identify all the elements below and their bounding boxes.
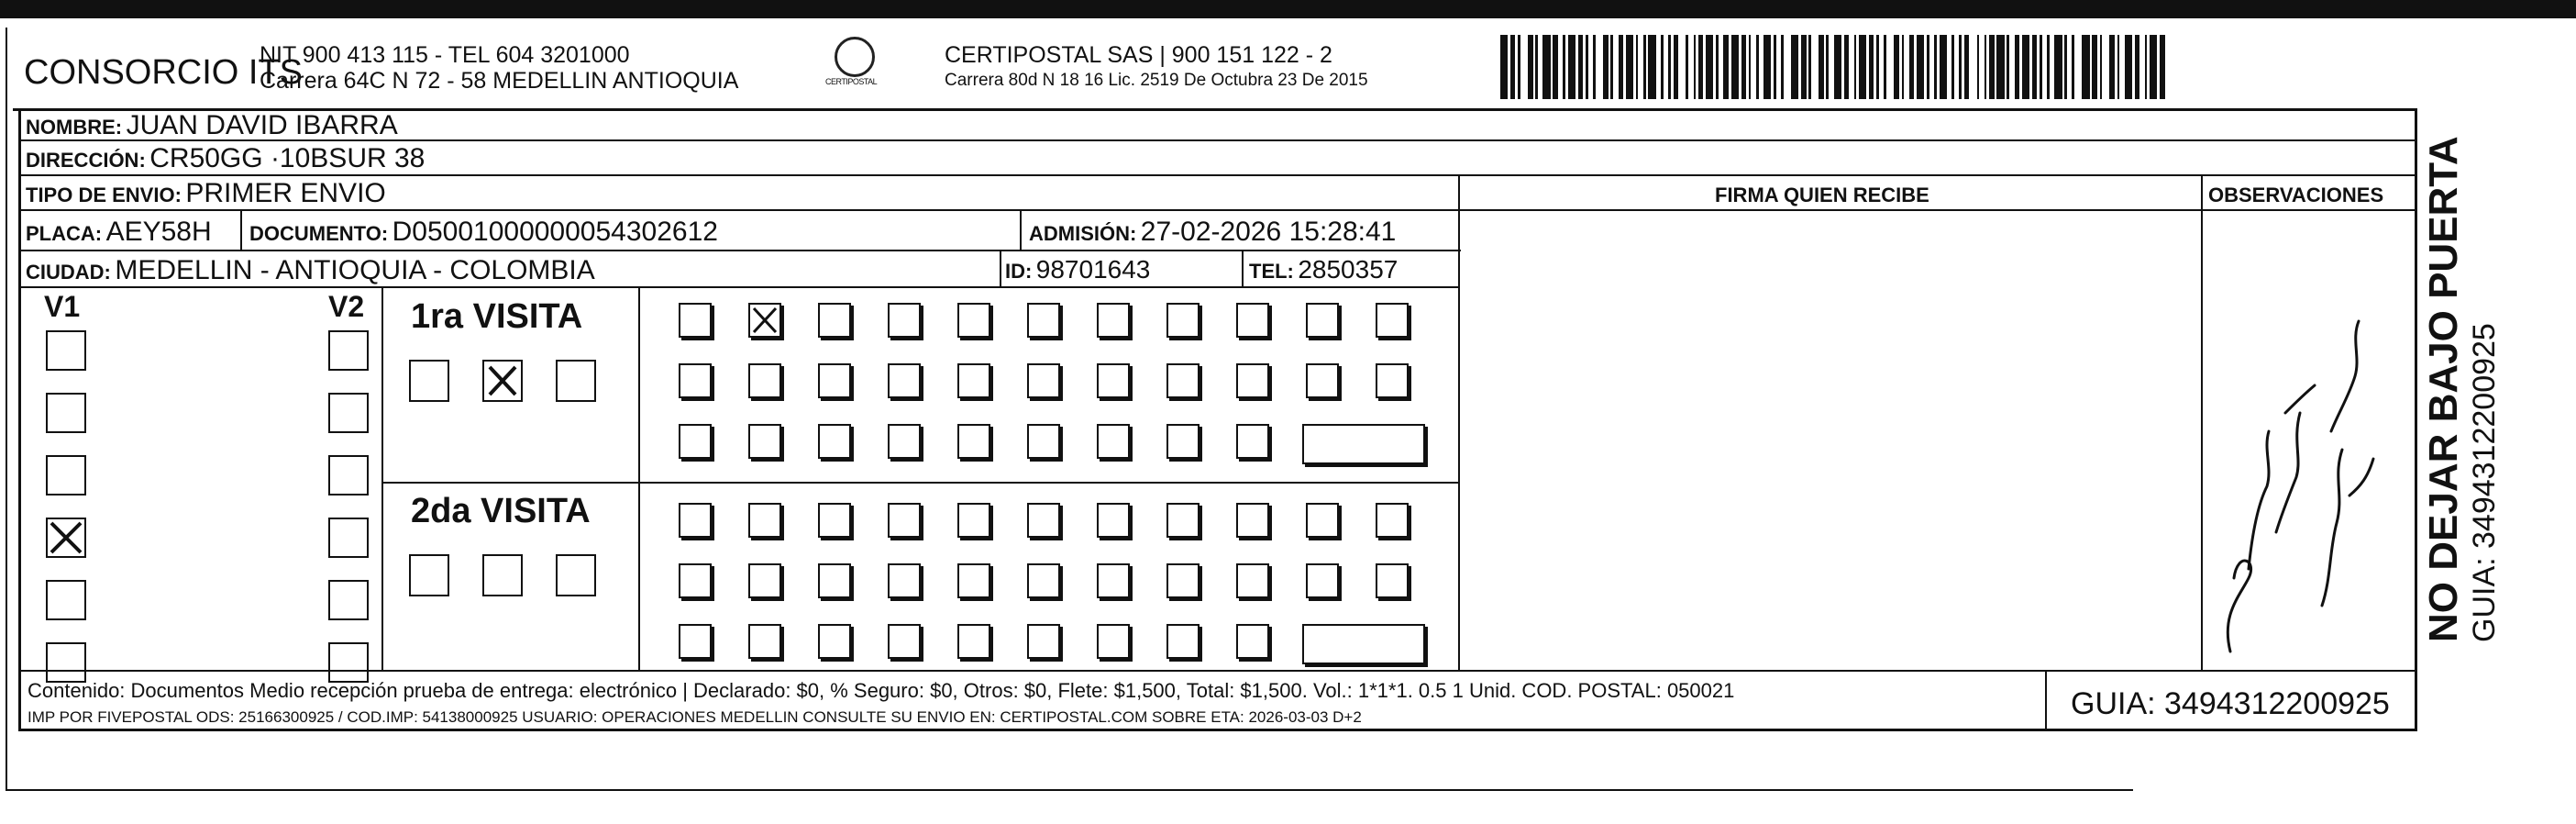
company-nit: NIT 900 413 115 - TEL 604 3201000 — [260, 42, 630, 68]
months-divider — [638, 286, 640, 670]
row-divider — [18, 174, 2415, 176]
first-day-10[interactable] — [1306, 303, 1339, 338]
first-day-13[interactable] — [748, 363, 781, 398]
reasons-divider — [381, 286, 383, 670]
admision-field — [1029, 217, 1396, 248]
certipostal-nit: CERTIPOSTAL SAS | 900 151 122 - 2 — [945, 42, 1332, 68]
second-day-17[interactable] — [1027, 563, 1060, 598]
first-day-26[interactable] — [888, 424, 921, 459]
day-check-mark-icon — [750, 305, 779, 343]
second-day-6[interactable] — [1027, 503, 1060, 538]
second-day-29[interactable] — [1097, 624, 1130, 659]
certipostal-logo — [825, 37, 880, 101]
certipostal-info — [945, 42, 1368, 94]
second-month-box-abr[interactable] — [556, 554, 596, 596]
first-day-22[interactable] — [1376, 363, 1409, 398]
admision-label: ADMISIÓN: — [1029, 222, 1137, 245]
v1-checkbox-cerrado[interactable] — [46, 393, 86, 433]
first-day-27[interactable] — [957, 424, 990, 459]
first-time-box[interactable] — [1302, 424, 1425, 464]
barcode — [1500, 35, 2168, 99]
company-address: Carrera 64C N 72 - 58 MEDELLIN ANTIOQUIA — [260, 68, 739, 94]
sheet-left-edge — [6, 28, 7, 789]
footer-guia: GUIA: 3494312200925 — [2071, 686, 2390, 721]
second-day-14[interactable] — [818, 563, 851, 598]
second-day-10[interactable] — [1306, 503, 1339, 538]
second-time-box[interactable] — [1302, 624, 1425, 664]
v2-checkbox-dificil-acceso[interactable] — [328, 642, 369, 683]
ciudad-label: CIUDAD: — [26, 261, 111, 284]
ciudad-value: MEDELLIN - ANTIOQUIA - COLOMBIA — [115, 255, 595, 285]
second-day-5[interactable] — [957, 503, 990, 538]
first-month-box-feb[interactable] — [409, 360, 449, 402]
second-day-24[interactable] — [748, 624, 781, 659]
second-day-31[interactable] — [1236, 624, 1269, 659]
first-month-box-abr[interactable] — [556, 360, 596, 402]
check-mark-icon — [484, 362, 521, 400]
second-day-9[interactable] — [1236, 503, 1269, 538]
sheet-bottom-edge — [6, 789, 2133, 791]
first-day-9[interactable] — [1236, 303, 1269, 338]
second-day-16[interactable] — [957, 563, 990, 598]
first-day-19[interactable] — [1166, 363, 1200, 398]
second-day-23[interactable] — [679, 624, 712, 659]
first-day-25[interactable] — [818, 424, 851, 459]
admision-value: 27-02-2026 15:28:41 — [1140, 217, 1397, 247]
first-day-14[interactable] — [818, 363, 851, 398]
company-info — [260, 42, 738, 94]
first-day-18[interactable] — [1097, 363, 1130, 398]
second-day-19[interactable] — [1166, 563, 1200, 598]
first-month-box-mar[interactable] — [482, 360, 523, 402]
first-day-31[interactable] — [1236, 424, 1269, 459]
second-day-27[interactable] — [957, 624, 990, 659]
second-day-25[interactable] — [818, 624, 851, 659]
check-mark-icon — [48, 519, 84, 556]
cell-divider — [1242, 250, 1244, 286]
second-day-1[interactable] — [679, 503, 712, 538]
observaciones-handwriting — [2194, 303, 2395, 661]
first-day-24[interactable] — [748, 424, 781, 459]
first-day-7[interactable] — [1097, 303, 1130, 338]
second-day-30[interactable] — [1166, 624, 1200, 659]
first-day-17[interactable] — [1027, 363, 1060, 398]
v1-checkbox-no-reside[interactable] — [46, 518, 86, 558]
second-day-21[interactable] — [1306, 563, 1339, 598]
nombre-value: JUAN DAVID IBARRA — [126, 110, 398, 140]
id-field — [1005, 255, 1150, 284]
logo-text: CERTIPOSTAL — [825, 77, 878, 86]
v1-checkbox-dir-errada[interactable] — [46, 455, 86, 496]
second-day-18[interactable] — [1097, 563, 1130, 598]
cell-divider — [1000, 250, 1001, 286]
footer-divider — [2045, 670, 2047, 731]
second-month-box-mar[interactable] — [482, 554, 523, 596]
second-day-3[interactable] — [818, 503, 851, 538]
first-day-1[interactable] — [679, 303, 712, 338]
first-day-2[interactable] — [748, 303, 781, 338]
observaciones-header: OBSERVACIONES — [2208, 184, 2384, 206]
top-edge-bar — [0, 0, 2576, 18]
documento-label: DOCUMENTO: — [249, 222, 389, 245]
first-day-6[interactable] — [1027, 303, 1060, 338]
handwritten-note-icon — [2194, 303, 2395, 661]
nombre-field — [26, 110, 398, 141]
placa-value: AEY58H — [105, 217, 212, 247]
contenido-line: Contenido: Documentos Medio recepción prueba de entrega: electrónico | Declarado: $0, % Seguro: $0, Otros: $0, Flete: $1,500, Total: $1,500. Vol.: 1*1*1. 0.5 1 Unid. COD. POSTAL: 050021 — [28, 679, 1735, 702]
first-day-20[interactable] — [1236, 363, 1269, 398]
side-guia: GUIA: 3494312200925 — [2467, 323, 2502, 642]
v2-header: V2 — [328, 290, 365, 323]
first-day-4[interactable] — [888, 303, 921, 338]
first-day-3[interactable] — [818, 303, 851, 338]
visit-divider — [381, 482, 1458, 484]
v2-checkbox-no-reside[interactable] — [328, 518, 369, 558]
documento-value: D05001000000054302612 — [392, 217, 718, 247]
firma-column-border — [1458, 174, 1460, 670]
certipostal-license: Carrera 80d N 18 16 Lic. 2519 De Octubra 23 De 2015 — [945, 71, 1368, 90]
firma-header: FIRMA QUIEN RECIBE — [1715, 184, 1929, 206]
second-visit-title: 2da VISITA — [411, 492, 591, 530]
second-month-box-feb[interactable] — [409, 554, 449, 596]
first-day-12[interactable] — [679, 363, 712, 398]
row-divider — [18, 286, 1458, 288]
first-day-29[interactable] — [1097, 424, 1130, 459]
first-day-5[interactable] — [957, 303, 990, 338]
first-day-28[interactable] — [1027, 424, 1060, 459]
ciudad-field — [26, 255, 595, 286]
first-day-21[interactable] — [1306, 363, 1339, 398]
nombre-label: NOMBRE: — [26, 116, 123, 139]
tipo-envio-field — [26, 178, 386, 209]
tipo-envio-value: PRIMER ENVIO — [185, 178, 386, 208]
second-day-15[interactable] — [888, 563, 921, 598]
second-day-8[interactable] — [1166, 503, 1200, 538]
v1-header: V1 — [44, 290, 81, 323]
second-day-12[interactable] — [679, 563, 712, 598]
first-day-15[interactable] — [888, 363, 921, 398]
documento-field — [249, 217, 718, 248]
second-day-4[interactable] — [888, 503, 921, 538]
cell-divider — [240, 209, 242, 250]
first-visit-title: 1ra VISITA — [411, 297, 583, 336]
second-day-11[interactable] — [1376, 503, 1409, 538]
first-day-16[interactable] — [957, 363, 990, 398]
direccion-value: CR50GG ·10BSUR 38 — [149, 143, 426, 173]
second-day-26[interactable] — [888, 624, 921, 659]
tel-field — [1249, 255, 1398, 284]
placa-label: PLACA: — [26, 222, 103, 245]
cell-divider — [1020, 209, 1022, 250]
first-day-30[interactable] — [1166, 424, 1200, 459]
v2-checkbox-rehusado[interactable] — [328, 580, 369, 620]
tel-label: TEL: — [1249, 260, 1294, 283]
id-label: ID: — [1005, 260, 1033, 283]
first-day-11[interactable] — [1376, 303, 1409, 338]
placa-field — [26, 217, 212, 248]
v1-checkbox-entregado[interactable] — [46, 330, 86, 371]
second-day-28[interactable] — [1027, 624, 1060, 659]
v1-checkbox-rehusado[interactable] — [46, 580, 86, 620]
v1-checkbox-dificil-acceso[interactable] — [46, 642, 86, 683]
second-day-7[interactable] — [1097, 503, 1130, 538]
side-notice — [2421, 128, 2503, 642]
row-divider — [18, 209, 2415, 211]
direccion-field — [26, 143, 425, 174]
v2-checkbox-cerrado[interactable] — [328, 393, 369, 433]
tipo-envio-label: TIPO DE ENVIO: — [26, 184, 182, 206]
second-day-22[interactable] — [1376, 563, 1409, 598]
second-day-20[interactable] — [1236, 563, 1269, 598]
logo-emblem-icon — [835, 37, 875, 77]
second-day-13[interactable] — [748, 563, 781, 598]
first-day-23[interactable] — [679, 424, 712, 459]
first-day-8[interactable] — [1166, 303, 1200, 338]
id-value: 98701643 — [1035, 255, 1151, 284]
v2-checkbox-dir-errada[interactable] — [328, 455, 369, 496]
footer-top-border — [18, 670, 2415, 672]
company-name: CONSORCIO ITS — [24, 53, 304, 92]
second-day-2[interactable] — [748, 503, 781, 538]
v2-checkbox-entregado[interactable] — [328, 330, 369, 371]
no-dejar-bajo-puerta: NO DEJAR BAJO PUERTA — [2421, 136, 2466, 642]
imp-line: IMP POR FIVEPOSTAL ODS: 25166300925 / COD.IMP: 54138000925 USUARIO: OPERACIONES MEDELLIN CONSULTE SU ENVIO EN: CERTIPOSTAL.COM SOBRE ETA: 2026-03-03 D+2 — [28, 708, 1362, 726]
tel-value: 2850357 — [1298, 255, 1399, 284]
direccion-label: DIRECCIÓN: — [26, 149, 146, 172]
